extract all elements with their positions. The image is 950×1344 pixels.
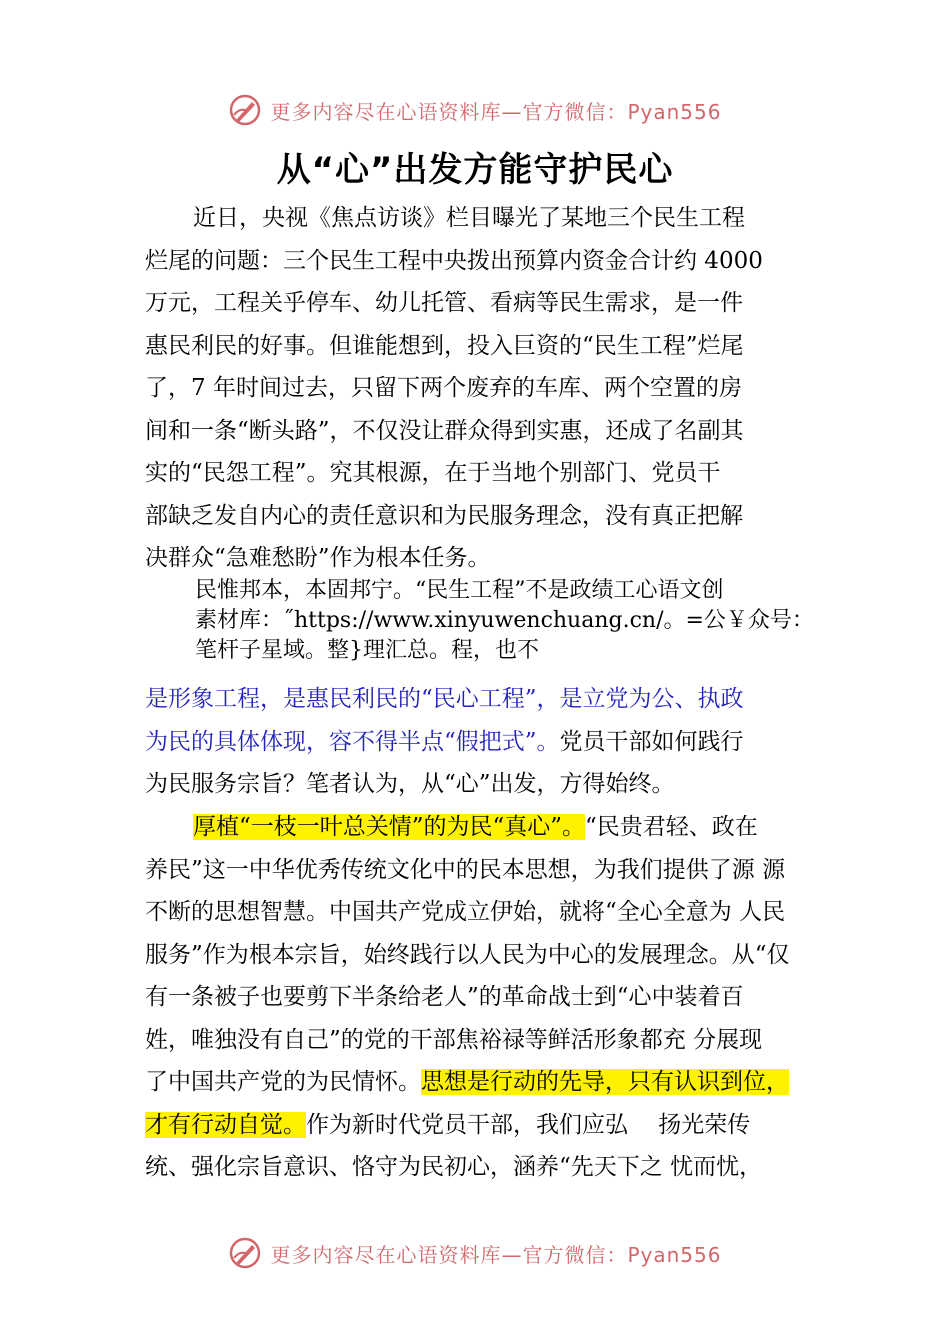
- text-line: 实的“民怨工程”。究其根源，在于当地个别部门、党员干: [145, 460, 721, 486]
- paragraph-2: [195, 576, 845, 666]
- article-title: 从“心”出发方能守护民心: [276, 150, 674, 190]
- text-line: 间和一条“断头路”，不仅没让群众得到实惠，还成了名副其: [145, 417, 744, 444]
- text-line: 有一条被子也要剪下半条给老人”的革命战士到“心中装着百: [145, 984, 744, 1010]
- text-line: 笔杆子星域。整}理汇总。程，也不: [195, 638, 539, 663]
- footer-banner-text: 更多内容尽在心语资料库—官方微信：Pyan556: [270, 1242, 722, 1267]
- text-line: 姓，唯独没有自己”的党的干部焦裕禄等鲜活形象都充 分展现: [145, 1026, 763, 1053]
- text-line: 服务”作为根本宗旨，始终践行以人民为中心的发展理念。从“仅: [145, 941, 790, 968]
- header-banner-text: 更多内容尽在心语资料库—官方微信：Pyan556: [270, 99, 722, 124]
- text-line-blue: 是形象工程，是惠民利民的“民心工程”，是立党为公、执政: [145, 686, 744, 712]
- text-line: 养民”这一中华优秀传统文化中的民本思想，为我们提供了源 源: [145, 856, 786, 883]
- text-span: 了中国共产党的为民情怀。: [145, 1069, 421, 1095]
- text-span-blue: 为民的具体体现，容不得半点“假把式”。: [145, 728, 560, 755]
- pen-logo-icon: [228, 1236, 262, 1270]
- text-line: 烂尾的问题：三个民生工程中央拨出预算内资金合计约 4000: [145, 247, 763, 274]
- text-line: 部缺乏发自内心的责任意识和为民服务理念，没有真正把解: [145, 502, 743, 529]
- text-span: “民贵君轻、政在: [585, 814, 758, 840]
- text-line: 了，7 年时间过去，只留下两个废弃的车库、两个空置的房: [145, 375, 742, 401]
- text-line: 近日，央视《焦点访谈》栏目曝光了某地三个民生工程: [193, 205, 745, 231]
- text-line: 素材库：˝https://www.xinyuwenchuang.cn/。=公￥众号：: [195, 608, 814, 633]
- paragraph-4: [145, 806, 825, 1189]
- highlighted-text: 厚植“一枝一叶总关情”的为民“真心”。: [193, 814, 586, 840]
- text-line: 万元，工程关乎停车、幼儿托管、看病等民生需求，是一件: [145, 290, 743, 316]
- footer-banner: [0, 1233, 950, 1273]
- header-banner: [0, 90, 950, 130]
- pen-logo-icon: [228, 93, 262, 127]
- text-line: 为民服务宗旨？笔者认为，从“心”出发，方得始终。: [145, 771, 675, 797]
- paragraph-1: [145, 197, 825, 580]
- text-line: 决群众“急难愁盼”作为根本任务。: [145, 545, 491, 571]
- text-line: 不断的思想智慧。中国共产党成立伊始，就将“全心全意为 人民: [145, 899, 786, 925]
- highlighted-text: 才有行动自觉。: [145, 1111, 306, 1138]
- text-line: 惠民利民的好事。但谁能想到，投入巨资的“民生工程”烂尾: [145, 332, 744, 359]
- text-line: 民惟邦本，本固邦宁。“民生工程”不是政绩工心语文创: [195, 578, 724, 603]
- text-span: 作为新时代党员干部，我们应弘 扬光荣传: [306, 1111, 751, 1138]
- highlighted-text: 思想是行动的先导，只有认识到位，: [421, 1069, 789, 1095]
- paragraph-3: [145, 678, 825, 806]
- text-span: 党员干部如何践行: [559, 728, 744, 755]
- text-line: 统、强化宗旨意识、恪守为民初心，涵养“先天下之 忧而忧，: [145, 1154, 763, 1180]
